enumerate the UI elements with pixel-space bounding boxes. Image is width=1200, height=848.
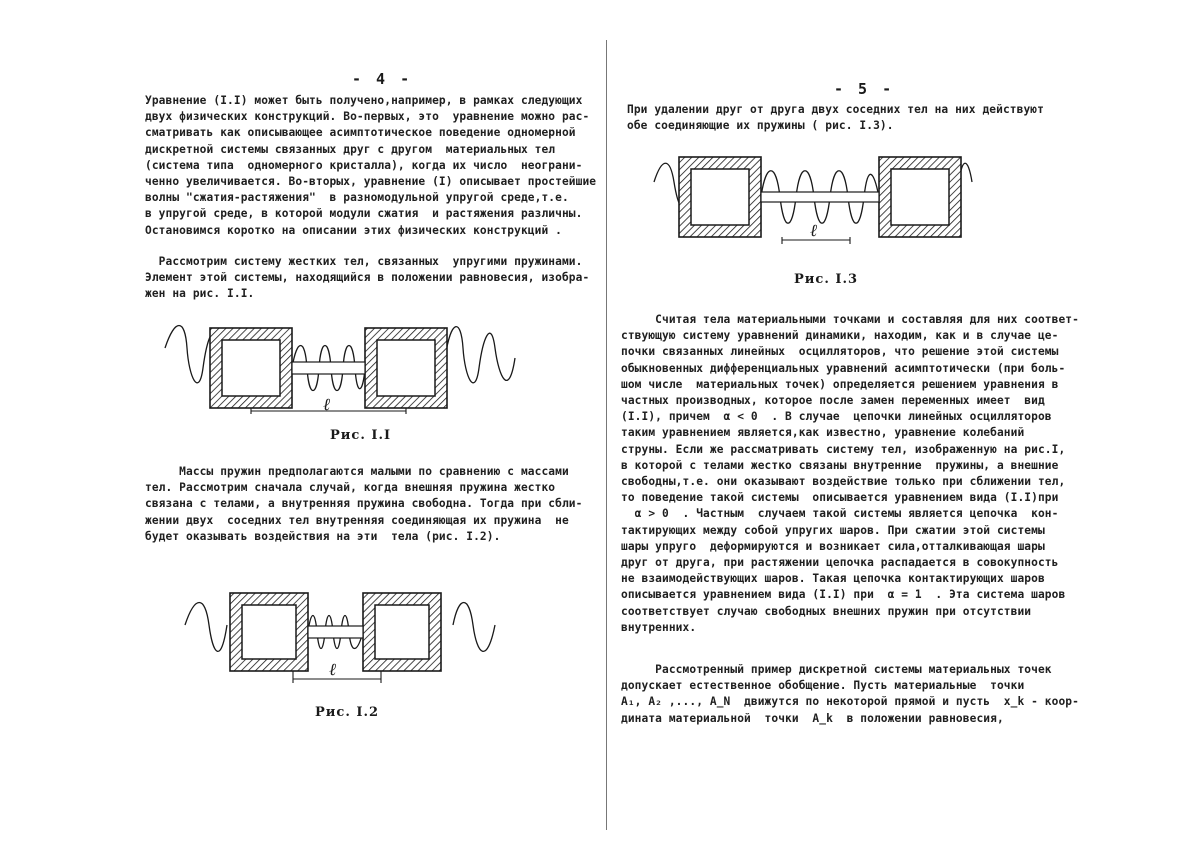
paragraph: Рассмотрим систему жестких тел, связанных упругими пружинами. Элемент этой системы, находящийся в положении равновесия, изобра- жен на рис. I.I. <box>145 255 590 301</box>
paragraph: Уравнение (I.I) может быть получено,например, в рамках следующих двух физических конструкций. Во-первых, это уравнение можно рас- сматривать как описывающее асимптотическое поведение одномерной дискретной системы связанных друг с другом материальных тел (система типа одномерного кристалла), когда их число неограни- ченно увеличивается. Во-вторых, уравнение (I) описывает простейшие волны "сжатия-растяжения" в разномодульной упругой среде,т.е. в упругой среде, в которой модули сжатия и растяжения различны. Остановимся коротко на описании этих физических конструкций . <box>145 94 597 237</box>
body-right <box>365 328 447 408</box>
length-label: ℓ <box>810 221 818 241</box>
inner-spring <box>761 171 879 224</box>
paragraph: Рассмотренный пример дискретной системы материальных точек допускает естественное обобщение. Пусть материальные точки A₁, A₂ ,..., A_N движутся по некоторой прямой и пусть x_k - коор- дината материальной точки A_k в положении равновесия, <box>621 663 1079 725</box>
paragraph: При удалении друг от друга двух соседних тел на них действуют обе соединяющие их пружины ( рис. I.3). <box>627 103 1044 133</box>
figure-caption: Рис. I.I <box>330 428 392 443</box>
body-left <box>679 157 761 237</box>
paragraph: Считая тела материальными точками и составляя для них соответ- ствующую систему уравнений динамики, находим, как и в случае це- почки связанных линейных осцилляторов, что решение этой системы обыкновенных дифференциальных уравнений асимптотически (при боль- шом числе материальных точек) определяется решением уравнения в частных производных, которое после замен переменных имеет вид (I.I), причем α < 0 . В случае цепочки линейных осцилляторов таким уравнением является,как известно, уравнение колебаний струны. Если же рассматривать систему тел, изображенную на рис.I, в которой с телами жестко связаны внутренние пружины, а внешние свободны,т.е. они оказывают воздействие только при сближении тел, то поведение такой системы описывается уравнением вида (I.I)при α > 0 . Частным случаем такой системы является цепочка кон- тактирующих между собой упругих шаров. При сжатии этой системы шары упруго деформируются и возникает сила,отталкивающая шары друг от друга, при растяжении цепочка распадается в совокупность не взаимодействующих шаров. Такая цепочка контактирующих шаров описывается уравнением вида (I.I) при α = 1 . Эта система шаров соответствует случаю свободных внешних пружин при отсутствии внутренних. <box>621 313 1079 634</box>
figure-1-2 <box>185 585 505 690</box>
inner-spring <box>292 346 365 391</box>
figure-caption: Рис. I.3 <box>794 272 859 287</box>
length-label: ℓ <box>329 660 337 680</box>
figure-1-3 <box>654 152 974 252</box>
figure-caption: Рис. I.2 <box>315 705 380 720</box>
page-number: - 4 - <box>352 70 413 88</box>
right-page <box>609 0 1200 848</box>
paragraph: Массы пружин предполагаются малыми по сравнению с массами тел. Рассмотрим сначала случай, когда внешняя пружина жестко связана с телами, а внутренняя пружина свободна. Тогда при сбли- жении двух соседних тел внутренняя соединяющая их пружина не будет оказывать воздействия на эти тела (рис. I.2). <box>145 465 583 543</box>
figure-1-1 <box>165 318 525 428</box>
page-number: - 5 - <box>834 80 895 98</box>
body-left <box>230 593 308 671</box>
inner-spring <box>308 616 363 649</box>
body-right <box>363 593 441 671</box>
body-right <box>879 157 961 237</box>
length-label: ℓ <box>323 395 331 415</box>
body-left <box>210 328 292 408</box>
